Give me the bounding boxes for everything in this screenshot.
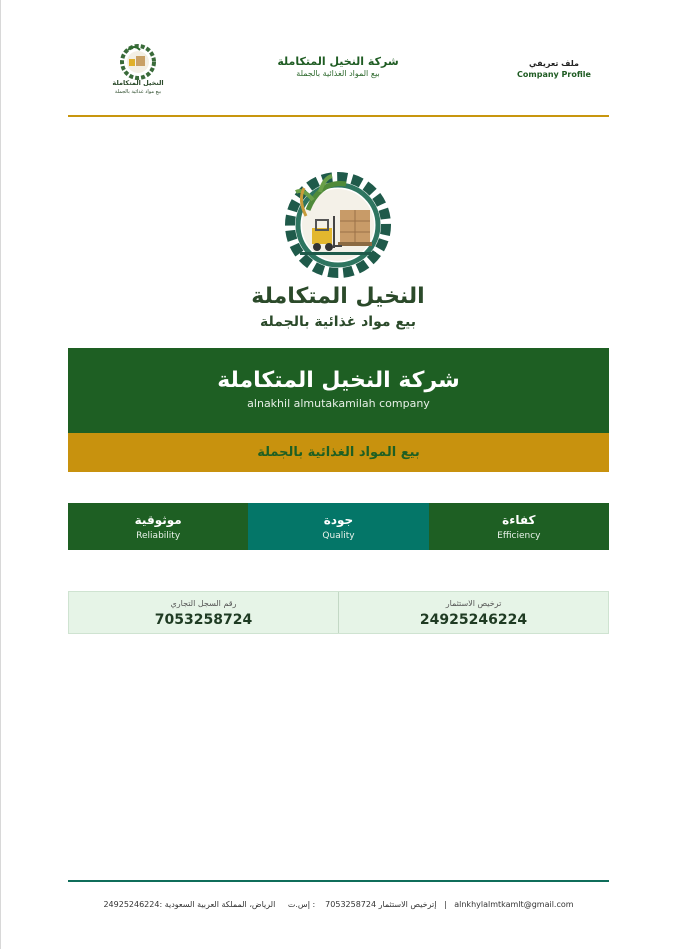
- company-logo-emblem: [268, 170, 408, 280]
- footer-separator: |: [443, 900, 447, 909]
- header-profile-en: Company Profile: [517, 70, 591, 79]
- logo-company-name: النخيل المتكاملة: [251, 284, 425, 309]
- commercial-register-number: 7053258724: [154, 612, 253, 628]
- value-label-ar: جودة: [323, 513, 354, 527]
- header-profile-ar: ملف تعريفي: [529, 59, 579, 68]
- page-border: [0, 0, 1, 949]
- value-label-en: Efficiency: [497, 531, 541, 541]
- footer-cr: 7053258724: إس.ت: [287, 900, 377, 909]
- pallet-boxes-icon: [338, 210, 372, 246]
- banner-tagline: بيع المواد الغذائية بالجملة: [257, 445, 420, 460]
- header-company-block: [240, 55, 436, 79]
- investment-license-cell: [338, 592, 608, 633]
- header-tagline: بيع المواد الغذائية بالجملة: [296, 69, 380, 78]
- value-label-en: Reliability: [136, 531, 181, 541]
- header-logo: [112, 40, 164, 96]
- value-card-reliability: [68, 503, 248, 550]
- logo-company-subtitle: بيع مواد غذائية بالجملة: [260, 314, 416, 330]
- footer-address: الرياض، المملكة العربية السعودية: [164, 900, 276, 909]
- footer-email[interactable]: alnkhylalmtkamlt@gmail.com: [454, 900, 574, 909]
- header-divider: [68, 115, 609, 117]
- values-row: [68, 503, 609, 550]
- value-label-en: Quality: [322, 531, 355, 541]
- header-profile-block: [500, 58, 608, 80]
- banner-title-en: alnakhil almutakamilah company: [247, 397, 430, 410]
- value-card-quality: [248, 503, 428, 550]
- footer-contact: [68, 899, 609, 911]
- value-label-ar: موثوقية: [134, 513, 182, 527]
- tagline-banner: [68, 433, 609, 472]
- value-card-efficiency: [429, 503, 609, 550]
- investment-license-number: 24925246224: [419, 612, 528, 628]
- svg-text:النخيل المتكاملة: النخيل المتكاملة: [112, 79, 164, 87]
- value-label-ar: كفاءة: [502, 513, 536, 527]
- svg-text:بيع مواد غذائية بالجملة: بيع مواد غذائية بالجملة: [114, 89, 162, 95]
- header-company-name: شركة النخيل المتكاملة: [277, 55, 399, 68]
- footer-divider: [68, 880, 609, 882]
- banner-title-ar: شركة النخيل المتكاملة: [217, 368, 460, 393]
- commercial-register-label: رقم السجل التجاري: [170, 599, 237, 608]
- title-banner: [68, 348, 609, 433]
- footer-license: 24925246224: إترخيص الاستثمار: [103, 900, 437, 909]
- commercial-register-cell: [69, 592, 338, 633]
- investment-license-label: ترخيص الاستثمار: [445, 599, 502, 608]
- registration-info-box: [68, 591, 609, 634]
